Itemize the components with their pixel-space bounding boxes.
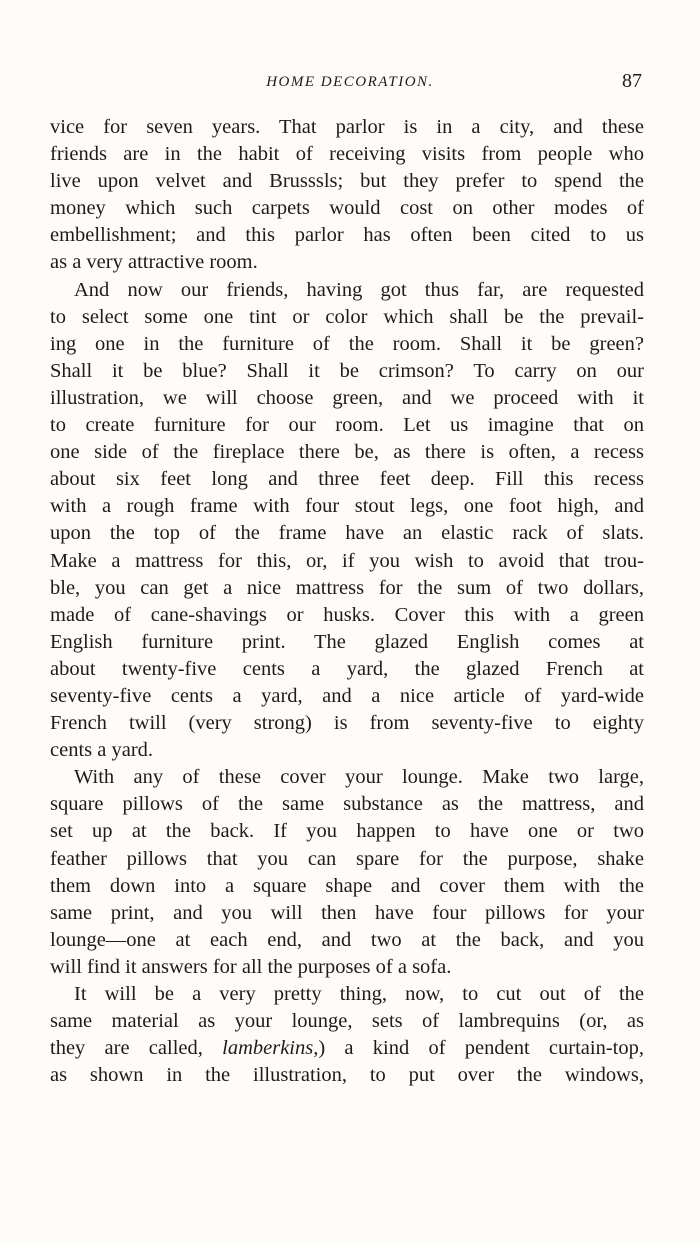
text-line: to create furniture for our room. Let us imagine that on <box>50 414 644 437</box>
text-line: It will be a very pretty thing, now, to cut out of the <box>74 983 644 1005</box>
text-line: illustration, we will choose green, and we proceed with it <box>50 386 644 409</box>
text-line: French twill (very strong) is from seventy-five to eighty <box>50 712 644 735</box>
text-line: vice for seven years. That parlor is in a city, and these <box>50 116 644 138</box>
text-line: them down into a square shape and cover them with the <box>50 874 644 897</box>
text-line: as a very attractive room. <box>50 251 258 274</box>
text-line: ble, you can get a nice mattress for the sum of two dollars, <box>50 576 644 599</box>
text-line: cents a yard. <box>50 739 154 762</box>
text-line: about twenty-five cents a yard, the glazed French at <box>50 657 644 680</box>
text-line: made of cane-shavings or husks. Cover this with a green <box>50 603 644 626</box>
text-line: feather pillows that you can spare for the purpose, shake <box>50 847 644 870</box>
text-line: money which such carpets would cost on other modes of <box>50 197 644 220</box>
text-line: they are called, lamberkins,) a kind of pendent curtain-top, <box>50 1037 644 1060</box>
text-line: English furniture print. The glazed English comes at <box>50 630 644 653</box>
body-text <box>50 114 644 1089</box>
text-line: live upon velvet and Brusssls; but they prefer to spend the <box>50 170 644 193</box>
text-line: same material as your lounge, sets of lambrequins (or, as <box>50 1010 644 1033</box>
text-line: Make a mattress for this, or, if you wish to avoid that trou- <box>50 549 644 572</box>
text-line: friends are in the habit of receiving visits from people who <box>50 143 644 166</box>
text-line: set up at the back. If you happen to have one or two <box>50 820 644 843</box>
text-line: as shown in the illustration, to put over the windows, <box>50 1064 644 1087</box>
text-line: square pillows of the same substance as the mattress, and <box>50 793 644 816</box>
text-line: embellishment; and this parlor has often been cited to us <box>50 224 644 247</box>
text-line: seventy-five cents a yard, and a nice article of yard-wide <box>50 684 644 707</box>
text-line: lounge—one at each end, and two at the back, and you <box>50 928 644 951</box>
paragraph <box>50 764 644 981</box>
italic-term: lamberkins, <box>222 1037 319 1060</box>
text-line: one side of the fireplace there be, as there is often, a recess <box>50 441 644 464</box>
text-line: ing one in the furniture of the room. Shall it be green? <box>50 332 644 355</box>
text-line: With any of these cover your lounge. Make two large, <box>74 766 644 789</box>
text-line: same print, and you will then have four pillows for your <box>50 901 644 924</box>
text-line: to select some one tint or color which shall be the prevail- <box>50 305 644 328</box>
text-line: upon the top of the frame have an elastic rack of slats. <box>50 522 644 545</box>
paragraph <box>50 981 644 1089</box>
text-line: will find it answers for all the purposes of a sofa. <box>50 955 452 978</box>
page-number: 87 <box>622 70 642 92</box>
text-line: Shall it be blue? Shall it be crimson? To carry on our <box>50 359 644 382</box>
running-title: HOME DECORATION. <box>266 74 434 90</box>
text-line: And now our friends, having got thus far, are requested <box>74 278 644 301</box>
text-line: with a rough frame with four stout legs, one foot high, and <box>50 495 644 518</box>
paragraph <box>50 114 644 277</box>
text-line: about six feet long and three feet deep. Fill this recess <box>50 468 644 491</box>
paragraph <box>50 277 644 765</box>
running-head <box>52 70 648 100</box>
